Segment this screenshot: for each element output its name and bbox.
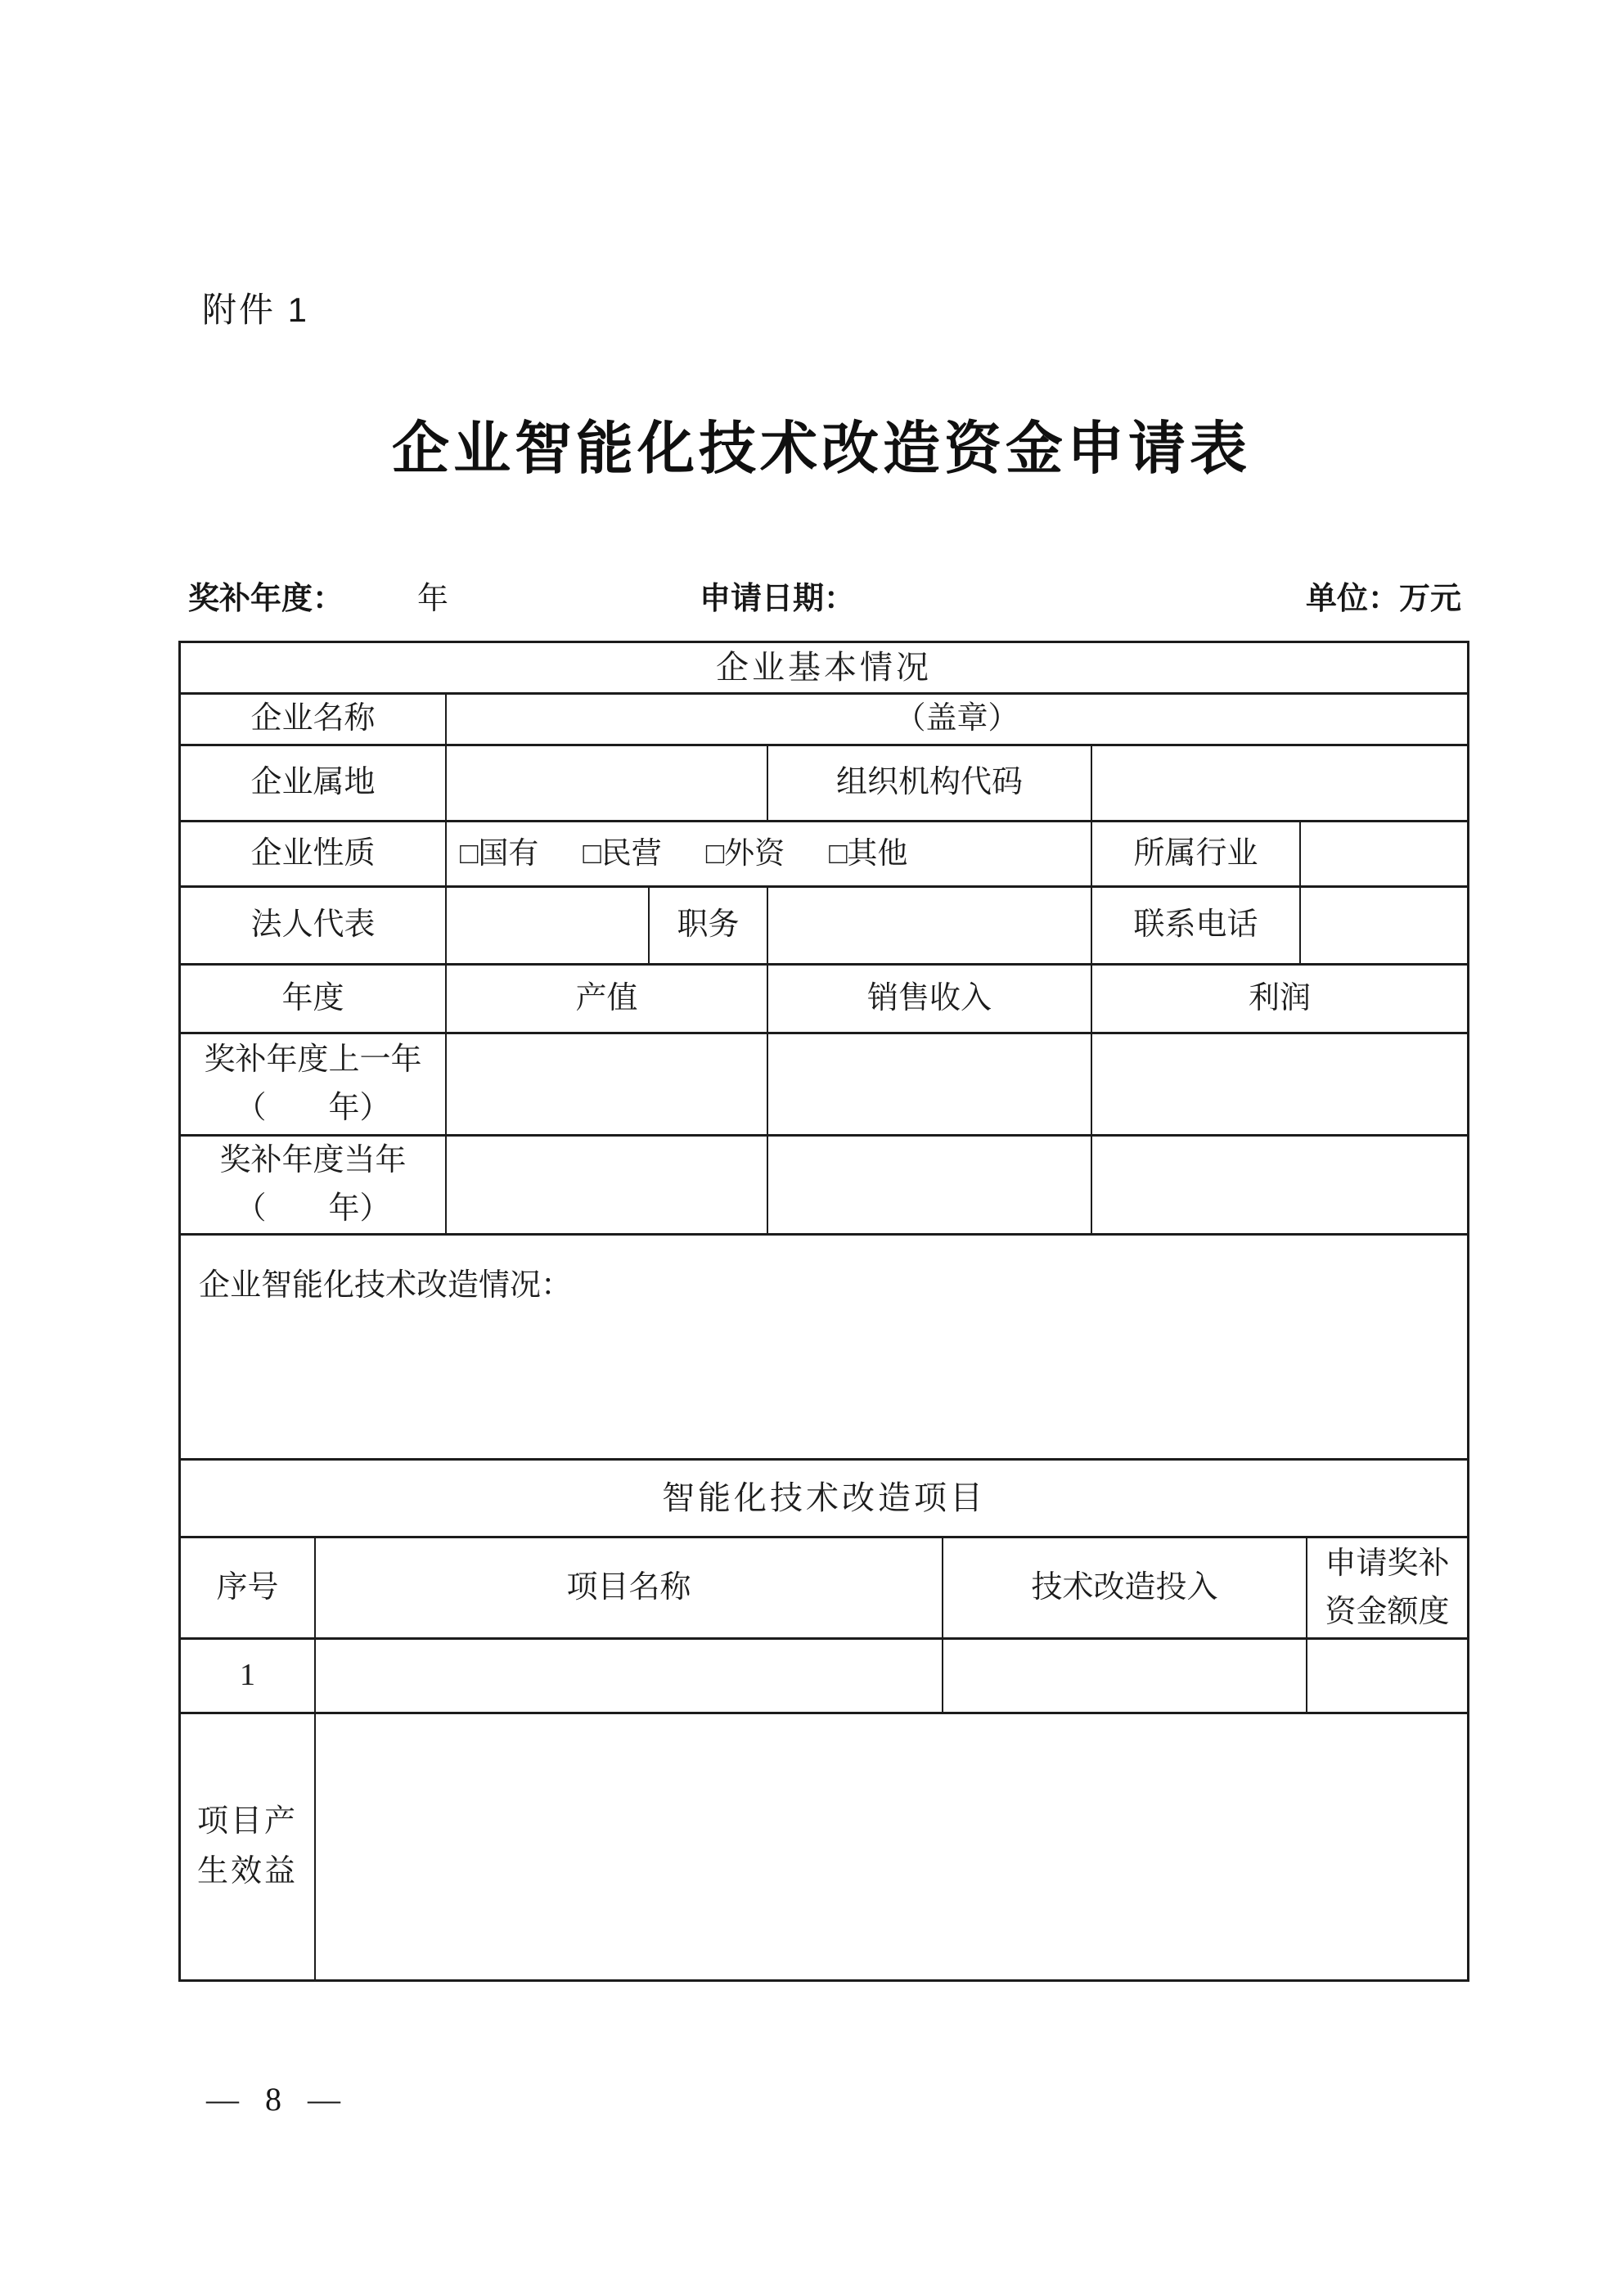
org-code-value-cell bbox=[1091, 746, 1467, 820]
tech-situation-label: 企业智能化技术改造情况： bbox=[199, 1268, 573, 1303]
fin-header-profit: 利润 bbox=[1091, 966, 1467, 1032]
projects-col-no: 序号 bbox=[216, 1569, 279, 1605]
attachment-label: 附件 1 bbox=[202, 290, 310, 329]
previous-year-profit-cell bbox=[1091, 1034, 1467, 1134]
company-name-label: 企业名称 bbox=[250, 701, 376, 736]
application-form-table bbox=[178, 641, 1469, 1982]
location-label: 企业属地 bbox=[250, 765, 376, 800]
fin-header-sales: 销售收入 bbox=[767, 966, 1091, 1032]
benefit-label-cell bbox=[181, 1714, 314, 1979]
phone-label: 联系电话 bbox=[1091, 888, 1299, 963]
checkbox-foreign: □外资 bbox=[705, 836, 785, 871]
current-year-label-line2: （ 年） bbox=[235, 1191, 391, 1226]
form-meta-row bbox=[178, 573, 1465, 617]
table-row-projects-header bbox=[181, 1458, 1467, 1536]
apply-date-label: 申请日期： bbox=[700, 582, 856, 616]
org-code-label: 组织机构代码 bbox=[767, 746, 1091, 820]
checkbox-state-owned: □国有 bbox=[460, 836, 539, 871]
duty-value-cell bbox=[767, 888, 1091, 963]
phone-value-cell bbox=[1299, 888, 1467, 963]
industry-label: 所属行业 bbox=[1091, 822, 1299, 885]
projects-col-invest: 技术改造投入 bbox=[942, 1538, 1306, 1637]
basic-section-title: 企业基本情况 bbox=[716, 649, 932, 686]
nature-label: 企业性质 bbox=[250, 835, 376, 871]
table-row-basic-header bbox=[181, 643, 1467, 692]
checkbox-private: □民营 bbox=[583, 836, 662, 871]
project-1-name-cell bbox=[314, 1640, 942, 1712]
location-value-cell bbox=[445, 746, 767, 820]
projects-col-amount-text: 申请奖补资金额度 bbox=[1325, 1546, 1450, 1629]
previous-year-label bbox=[181, 1034, 445, 1134]
previous-year-output-cell bbox=[445, 1034, 767, 1134]
nature-options-cell bbox=[445, 822, 1091, 885]
legal-rep-value-cell bbox=[445, 888, 648, 963]
table-row-nature bbox=[181, 820, 1467, 885]
duty-label: 职务 bbox=[648, 888, 767, 963]
company-name-value-cell bbox=[445, 695, 1467, 744]
table-row-benefit bbox=[181, 1712, 1467, 1979]
table-row-current-year bbox=[181, 1134, 1467, 1233]
project-1-no: 1 bbox=[240, 1658, 255, 1693]
table-row-previous-year bbox=[181, 1032, 1467, 1134]
project-1-invest-cell bbox=[942, 1640, 1306, 1712]
unit-label: 单位：万元 bbox=[1305, 582, 1461, 616]
award-year-unit: 年 bbox=[417, 582, 449, 616]
previous-year-label-line1: 奖补年度上一年 bbox=[204, 1042, 422, 1078]
industry-value-cell bbox=[1299, 822, 1467, 885]
fin-header-year: 年度 bbox=[281, 980, 344, 1015]
page-number: — 8 — bbox=[206, 2081, 342, 2118]
table-row-tech-situation bbox=[181, 1233, 1467, 1458]
current-year-output-cell bbox=[445, 1137, 767, 1233]
project-1-amount-cell bbox=[1306, 1640, 1467, 1712]
current-year-profit-cell bbox=[1091, 1137, 1467, 1233]
table-row-legal-rep bbox=[181, 885, 1467, 963]
seal-hint: （盖章） bbox=[894, 701, 1019, 736]
table-row-location bbox=[181, 744, 1467, 820]
table-row-company-name bbox=[181, 692, 1467, 744]
current-year-label-line1: 奖补年度当年 bbox=[219, 1143, 407, 1178]
table-row-projects-columns bbox=[181, 1536, 1467, 1637]
fin-header-output: 产值 bbox=[445, 966, 767, 1032]
previous-year-sales-cell bbox=[767, 1034, 1091, 1134]
checkbox-other: □其他 bbox=[829, 836, 908, 871]
table-row-project-1 bbox=[181, 1637, 1467, 1712]
table-row-fin-headers bbox=[181, 963, 1467, 1032]
projects-col-name: 项目名称 bbox=[314, 1538, 942, 1637]
current-year-sales-cell bbox=[767, 1137, 1091, 1233]
benefit-value-cell bbox=[314, 1714, 1467, 1979]
tech-situation-cell bbox=[181, 1236, 1467, 1458]
projects-section-title: 智能化技术改造项目 bbox=[662, 1479, 986, 1516]
page-title: 企业智能化技术改造资金申请表 bbox=[392, 418, 1251, 481]
benefit-label: 项目产生效益 bbox=[196, 1804, 298, 1889]
legal-rep-label: 法人代表 bbox=[250, 907, 376, 943]
projects-col-amount bbox=[1306, 1538, 1467, 1637]
previous-year-label-line2: （ 年） bbox=[235, 1091, 391, 1125]
award-year-label: 奖补年度： bbox=[188, 582, 344, 616]
current-year-label bbox=[181, 1137, 445, 1233]
